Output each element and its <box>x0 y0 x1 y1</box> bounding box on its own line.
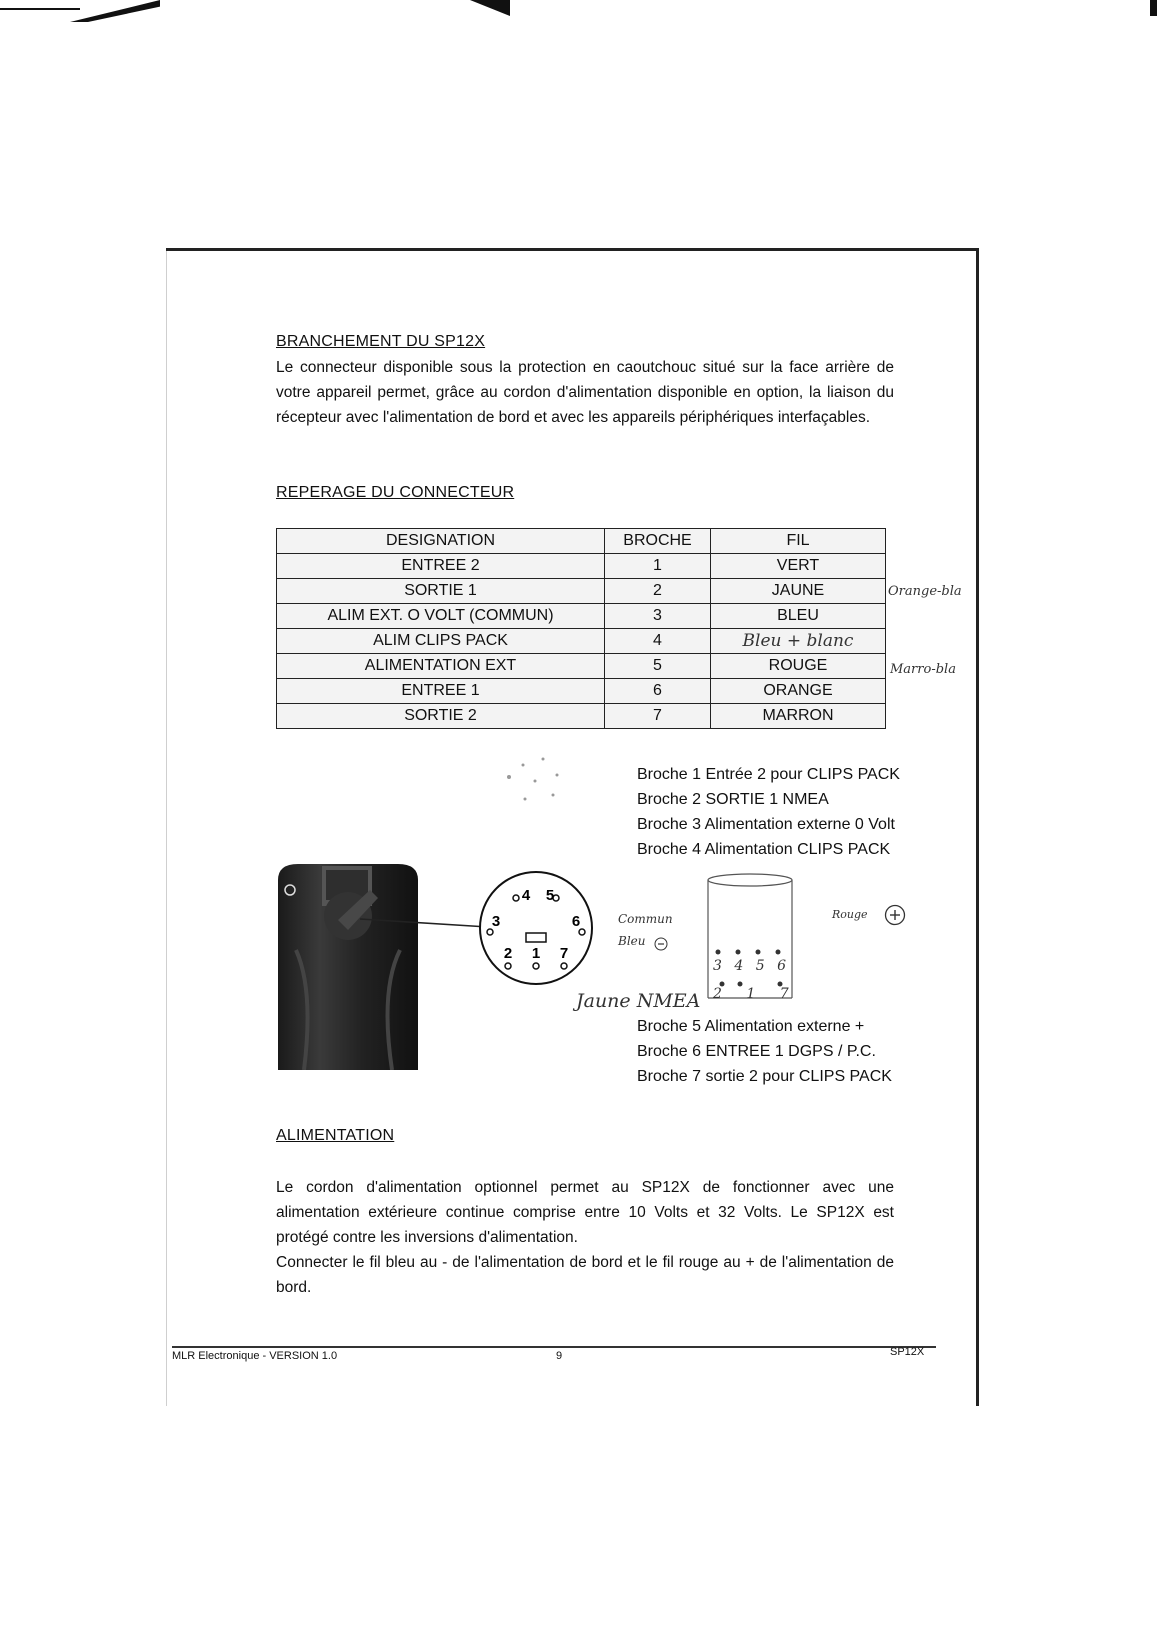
footer-left: MLR Electronique - VERSION 1.0 <box>172 1350 338 1362</box>
table-cell: ORANGE <box>711 679 886 704</box>
table-cell: SORTIE 1 <box>277 579 605 604</box>
minus-sign-icon <box>654 937 668 951</box>
handwritten-note-commun: Commun <box>618 912 673 926</box>
handwritten-note-orange: Orange-bla <box>888 584 962 599</box>
table-cell: MARRON <box>711 704 886 729</box>
table-cell: ENTREE 1 <box>277 679 605 704</box>
handwritten-fil-4: Bleu + blanc <box>742 631 854 651</box>
table-cell: ENTREE 2 <box>277 554 605 579</box>
table-cell: ROUGE <box>711 654 886 679</box>
broche-list-bottom <box>637 1014 892 1089</box>
pointer-line <box>360 915 490 935</box>
pin-label-3: 3 <box>491 913 501 930</box>
table-cell: ALIM EXT. O VOLT (COMMUN) <box>277 604 605 629</box>
page-frame-left <box>166 251 167 1406</box>
handwritten-pins-row2: 2 1 7 <box>713 986 799 1002</box>
table-cell: JAUNE <box>711 579 886 604</box>
footer-right: SP12X <box>890 1346 925 1358</box>
connector-table <box>276 528 886 729</box>
broche-item: Broche 3 Alimentation externe 0 Volt <box>637 816 895 833</box>
table-cell: ALIM CLIPS PACK <box>277 629 605 654</box>
scan-mark-top-right <box>1150 0 1157 16</box>
footer-rule <box>172 1346 936 1348</box>
section-text-branchement: Le connecteur disponible sous la protection en caoutchouc situé sur la face arrière de votre appareil permet, grâce au cordon d'alimentation disponible en option, la liaison du récepteur avec l'alimentation de bord et avec les appareils périphériques interfaçables. <box>276 359 894 426</box>
pin-label-2: 2 <box>503 945 513 962</box>
section-text-alimentation-1: Le cordon d'alimentation optionnel permet au SP12X de fonctionner avec une alimentation extérieure continue comprise entre 10 Volts et 32 Volts. Le SP12X est protégé contre les inversions d'alimentation. <box>276 1179 894 1246</box>
pin-label-4: 4 <box>521 887 531 904</box>
scan-mark-brush <box>70 0 160 22</box>
section-title-alimentation: ALIMENTATION <box>276 1127 395 1144</box>
table-row <box>277 654 886 679</box>
table-cell: 6 <box>605 679 711 704</box>
pencil-sketch <box>495 745 585 815</box>
broche-item: Broche 5 Alimentation externe + <box>637 1018 865 1035</box>
plus-sign-icon <box>884 904 906 926</box>
pin-label-6: 6 <box>571 913 581 930</box>
table-row <box>277 554 886 579</box>
table-row <box>277 679 886 704</box>
scan-mark-triangle <box>470 0 510 16</box>
table-cell: SORTIE 2 <box>277 704 605 729</box>
connector-pinout <box>478 870 594 986</box>
handwritten-pins-row1: 3 4 5 6 <box>713 958 790 974</box>
handwritten-note-rouge: Rouge <box>832 908 868 921</box>
page-frame-right <box>976 248 979 1406</box>
page-number: 9 <box>556 1350 563 1362</box>
page-frame-top <box>166 248 979 251</box>
table-cell: 5 <box>605 654 711 679</box>
table-cell: BLEU <box>711 604 886 629</box>
table-cell: 7 <box>605 704 711 729</box>
handwritten-note-marron: Marro-bla <box>890 662 956 677</box>
table-cell: 4 <box>605 629 711 654</box>
section-text-alimentation-2: Connecter le fil bleu au - de l'alimentation de bord et le fil rouge au + de l'alimentation de bord. <box>276 1254 894 1296</box>
table-cell-handwritten <box>711 629 886 654</box>
section-title-reperage: REPERAGE DU CONNECTEUR <box>276 484 515 501</box>
table-header-cell: FIL <box>711 529 886 554</box>
device-illustration <box>274 860 422 1070</box>
table-row <box>277 604 886 629</box>
broche-item: Broche 1 Entrée 2 pour CLIPS PACK <box>637 766 900 783</box>
table-cell: 3 <box>605 604 711 629</box>
broche-item: Broche 2 SORTIE 1 NMEA <box>637 791 829 808</box>
broche-item: Broche 4 Alimentation CLIPS PACK <box>637 841 891 858</box>
scan-mark-top-left <box>0 8 80 10</box>
table-row <box>277 629 886 654</box>
table-cell: 2 <box>605 579 711 604</box>
table-header-cell: BROCHE <box>605 529 711 554</box>
table-row <box>277 579 886 604</box>
broche-item: Broche 7 sortie 2 pour CLIPS PACK <box>637 1068 892 1085</box>
broche-item: Broche 6 ENTREE 1 DGPS / P.C. <box>637 1043 876 1060</box>
table-header-row <box>277 529 886 554</box>
handwritten-note-nmea: Jaune NMEA <box>576 990 701 1012</box>
section-title-branchement: BRANCHEMENT DU SP12X <box>276 333 486 350</box>
table-header-cell: DESIGNATION <box>277 529 605 554</box>
table-row <box>277 704 886 729</box>
table-cell: VERT <box>711 554 886 579</box>
table-cell: ALIMENTATION EXT <box>277 654 605 679</box>
table-cell: 1 <box>605 554 711 579</box>
broche-list-top <box>637 762 900 862</box>
handwritten-note-bleu: Bleu <box>618 934 646 948</box>
pin-label-1: 1 <box>531 945 541 962</box>
pin-label-7: 7 <box>559 945 569 962</box>
pin-label-5: 5 <box>545 887 555 904</box>
